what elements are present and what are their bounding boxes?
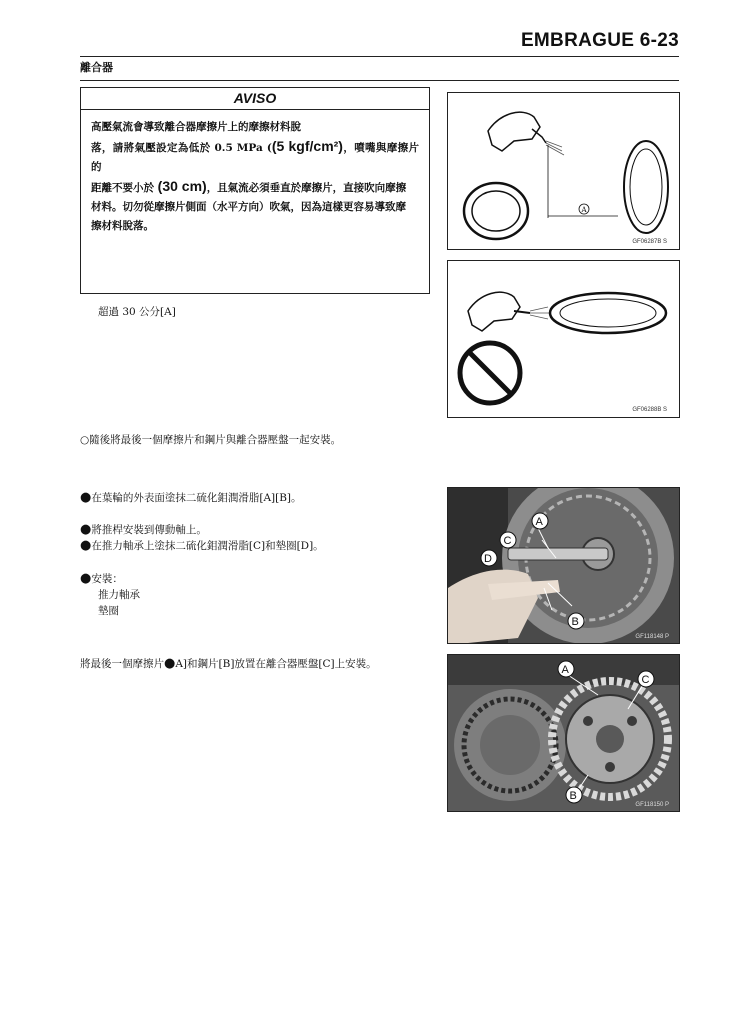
step-install-last: ○隨後將最後一個摩擦片和鋼片與離合器壓盤一起安裝。: [80, 434, 342, 446]
aviso-line: [91, 177, 419, 198]
step-final-plates: [80, 656, 377, 672]
callout-c: C: [503, 535, 512, 547]
step-grease-bearing: [80, 538, 324, 554]
friction-plate-inner: [560, 299, 656, 327]
bullet-icon: ●: [80, 538, 92, 553]
friction-plate: [624, 141, 668, 233]
aviso-line: 高壓氣流會導致離合器摩擦片上的摩擦材料脫: [91, 121, 301, 133]
page-title: EMBRAGUE 6-23: [520, 30, 679, 51]
callout-a: A: [561, 664, 569, 676]
aviso-heading: AVISO: [81, 88, 429, 110]
aviso-pressure: (5 kgf/cm²): [271, 138, 343, 154]
photo-code: GF118150 P: [635, 802, 669, 808]
photo-code: GF118148 P: [635, 634, 669, 640]
pushrod: [508, 548, 608, 560]
aviso-line: 材料。切勿從摩擦片側面（水平方向）吹氣，因為這樣更容易導致摩: [91, 201, 406, 213]
air-stream: [530, 307, 550, 319]
aviso-distance: (30 cm): [157, 178, 207, 194]
step-pusher: [80, 522, 207, 538]
aviso-line: 擦材料脫落。: [91, 220, 154, 232]
step-grease-spline: [80, 490, 302, 506]
photo-pushrod-installation: [447, 487, 680, 644]
callout-a: A: [535, 516, 543, 528]
hand-icon: [488, 112, 540, 151]
bullet-icon: ●: [164, 656, 176, 671]
aviso-text: ，且氣流必須垂直於摩擦片，直接吹向摩擦: [206, 182, 407, 194]
bullet-icon: ●: [80, 522, 92, 537]
section-rule: [80, 80, 679, 81]
figure-code: GF06287B S: [632, 239, 667, 245]
correct-blowing-illustration: [448, 93, 680, 250]
disc-ring-inner: [472, 191, 520, 231]
aviso-text: ，噴嘴與摩擦片的: [91, 142, 419, 173]
photo-pressure-plate: [447, 654, 680, 812]
bullet-icon: ●: [80, 571, 92, 586]
air-stream: [546, 141, 564, 155]
aviso-box: [80, 87, 430, 294]
step-text: A]和鋼片[B]放置在離合器壓盤[C]上安裝。: [175, 658, 377, 670]
distance-note: 超過 30 公分[A]: [98, 306, 176, 318]
aviso-body: [81, 110, 429, 236]
callout-c: C: [641, 674, 650, 686]
step-text: 將最後一個摩擦片: [80, 658, 164, 670]
step-install: [80, 571, 123, 587]
step-text: 在葉輪的外表面塗抹二硫化鉬潤滑脂[A][B]。: [91, 492, 302, 504]
aviso-text: 落，請將氣壓設定為低於 0.5 MPa (: [91, 142, 272, 154]
figure-correct-blowing: [447, 92, 680, 250]
install-item: 推力軸承: [98, 589, 140, 601]
install-item: 墊圈: [98, 605, 119, 617]
hand-icon: [468, 292, 520, 331]
step-text: 安裝：: [91, 573, 123, 585]
header-rule: [80, 56, 679, 57]
callout-b: B: [569, 790, 577, 802]
bullet-icon: ●: [80, 490, 92, 505]
section-label: 離合器: [80, 61, 113, 74]
pressure-plate-photo: [448, 655, 680, 812]
aviso-text: 距離不要小於: [91, 182, 158, 194]
pushrod-photo: [448, 488, 680, 644]
figure-incorrect-blowing: [447, 260, 680, 418]
incorrect-blowing-illustration: [448, 261, 680, 418]
callout-a-label: A: [581, 206, 587, 214]
aviso-line: [91, 137, 419, 177]
step-text: 將推桿安裝到傳動軸上。: [91, 524, 207, 536]
callout-b: B: [571, 616, 579, 628]
step-text: 在推力軸承上塗抹二硫化鉬潤滑脂[C]和墊圈[D]。: [91, 540, 324, 552]
figure-code: GF06288B S: [632, 407, 667, 413]
callout-d: D: [484, 553, 492, 565]
friction-plate-inner: [630, 149, 662, 225]
